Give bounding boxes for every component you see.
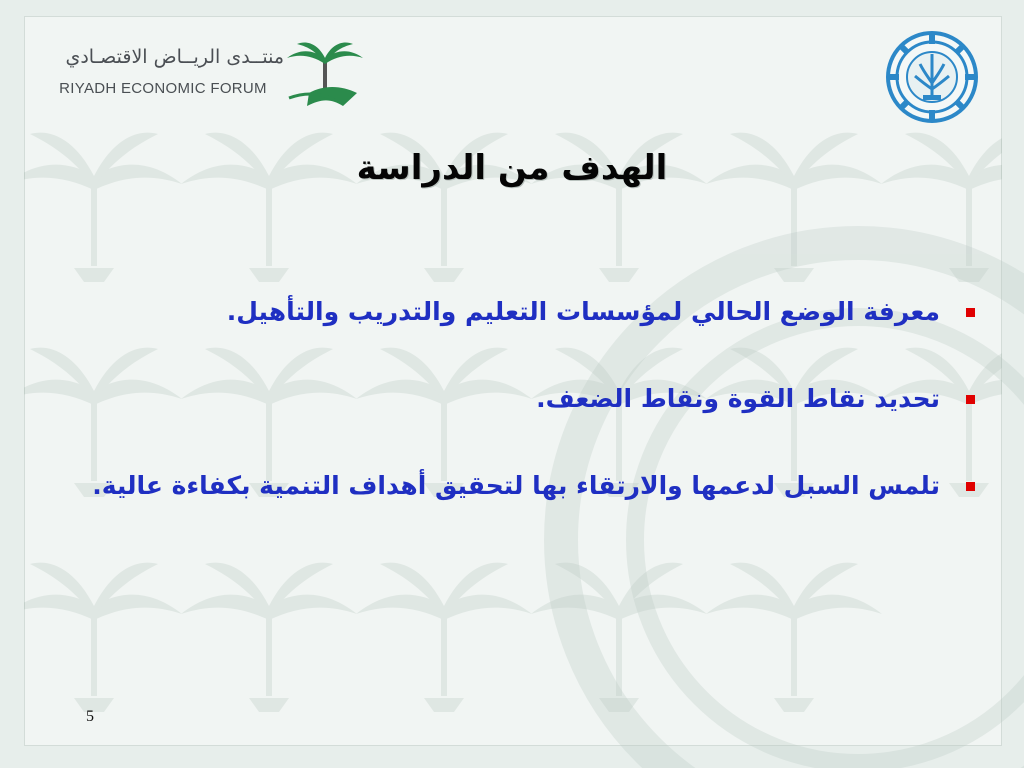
logo-english-text: RIYADH ECONOMIC FORUM [59, 80, 267, 97]
page-number: 5 [86, 708, 94, 725]
objective-item-1 [40, 292, 980, 332]
objective-text-2: تحديد نقاط القوة ونقاط الضعف. [536, 384, 940, 413]
square-bullet-icon [966, 308, 975, 317]
objectives-list [40, 292, 980, 553]
slide-title: الهدف من الدراسة [356, 148, 668, 188]
logo-arabic-text: منتــدى الريــاض الاقتصـادي [65, 46, 284, 68]
chamber-gear-logo-icon [885, 30, 979, 124]
riyadh-economic-forum-logo [42, 38, 372, 108]
objective-item-3 [40, 466, 980, 506]
palm-tree-logo-icon [287, 42, 369, 108]
objective-item-2 [40, 379, 980, 419]
objective-text-3: تلمس السبل لدعمها والارتقاء بها لتحقيق أهداف التنمية بكفاءة عالية. [92, 471, 940, 500]
square-bullet-icon [966, 395, 975, 404]
objective-text-1: معرفة الوضع الحالي لمؤسسات التعليم والتدريب والتأهيل. [226, 297, 940, 326]
square-bullet-icon [966, 482, 975, 491]
